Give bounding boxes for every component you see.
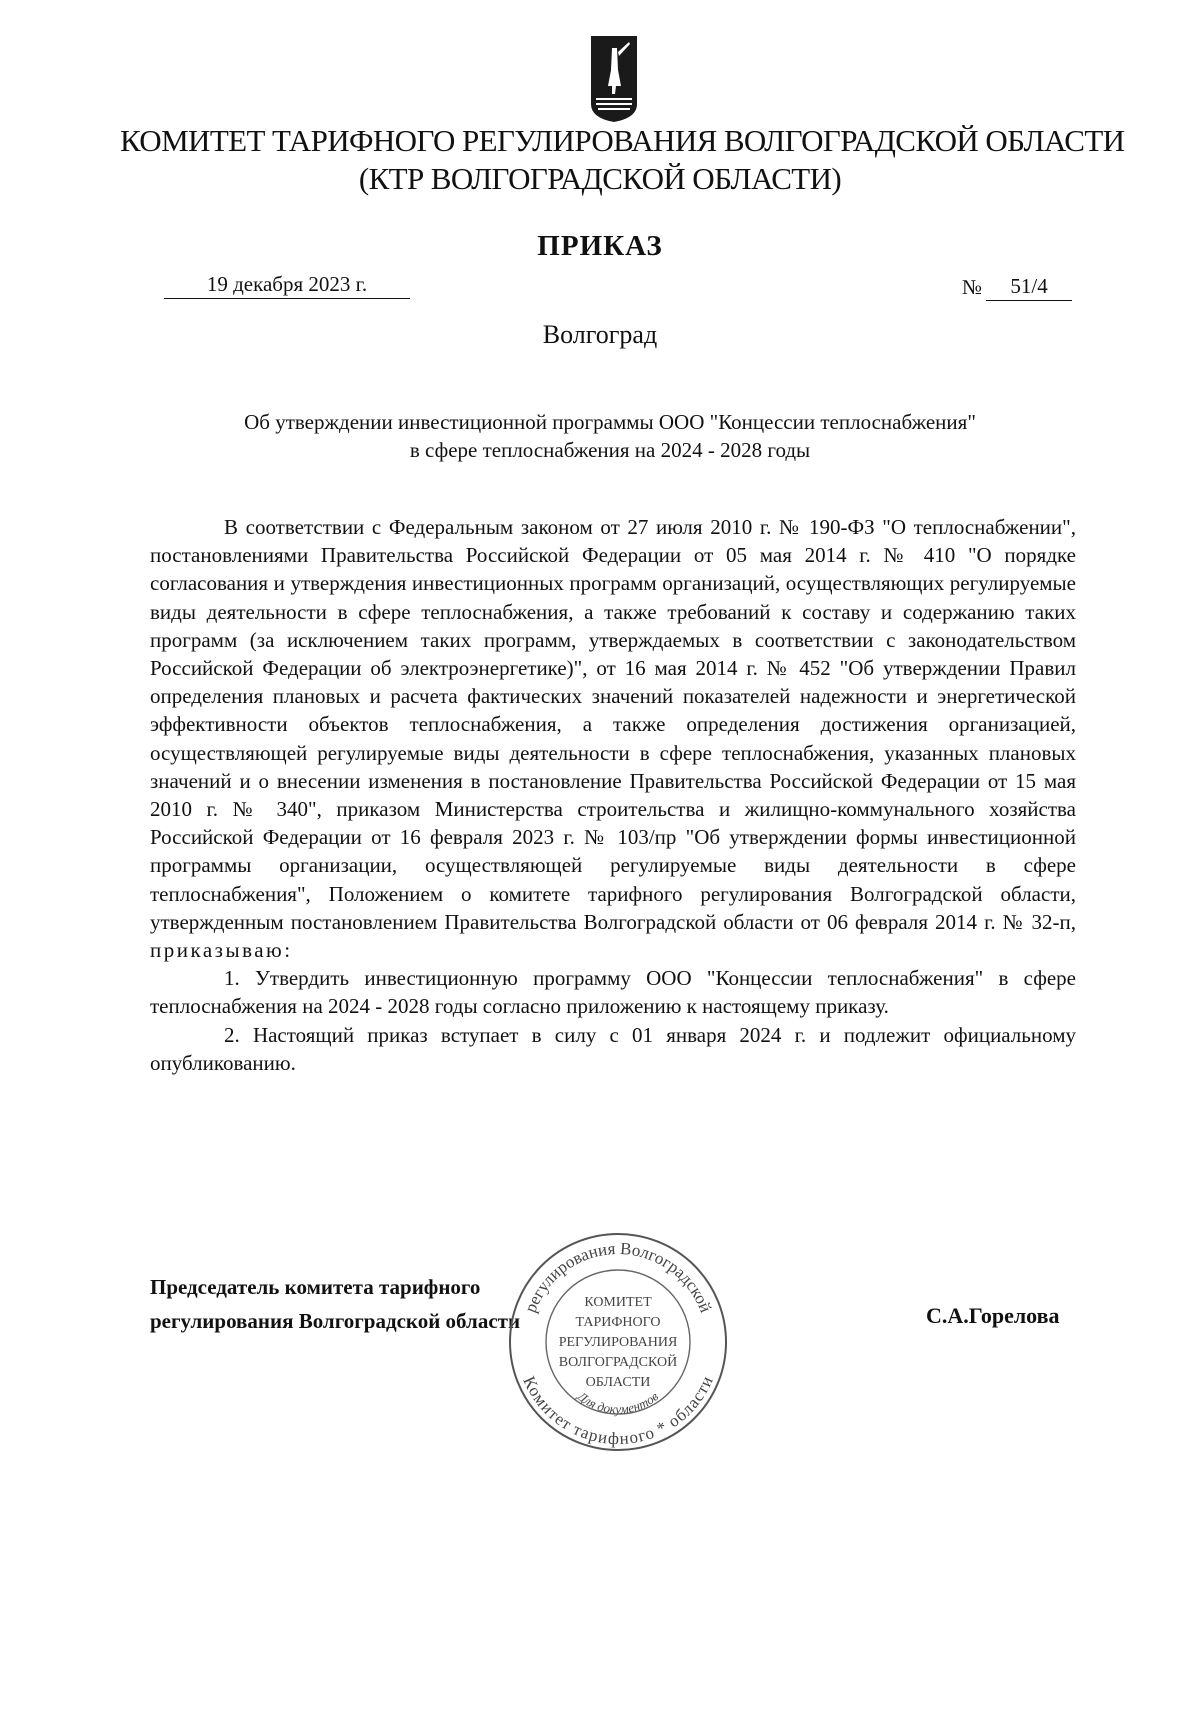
seal-ring-bottom-text: Комитет тарифного * области — [519, 1373, 717, 1449]
seal-ring-top-text: регулирования Волгоградской — [520, 1238, 716, 1316]
official-seal — [506, 1230, 730, 1454]
document-subject — [150, 408, 1070, 464]
preamble-text: В соответствии с Федеральным законом от 27 июля 2010 г. № 190-ФЗ "О теплоснабжении", постановлениями Правительства Российской Федерации от 05 мая 2014 г. № 410 "О порядке согласования и утверждения инвестиционных программ организаций, осуществляющих регулируемые виды деятельности в сфере теплоснабжения, а также требований к составу и содержанию таких программ (за исключением таких программ, утверждаемых в соответствии с законодательством Российской Федерации об электроэнергетике)", от 16 мая 2014 г. № 452 "Об утверждении Правил определения плановых и расчета фактических значений показателей надежности и энергетической эффективности объектов теплоснабжения, а также определения достижения организацией, осуществляющей регулируемые виды деятельности в сфере теплоснабжения, указанных плановых значений и о внесении изменения в постановление Правительства Российской Федерации от 15 мая 2010 г. № 340", приказом Министерства строительства и жилищно-коммунального хозяйства Российской Федерации от 16 февраля 2023 г. № 103/пр "Об утверждении формы инвестиционной программы организации, осуществляющей регулируемые виды деятельности в сфере теплоснабжения", Положением о комитете тарифного регулирования Волгоградской области, утвержденным постановлением Правительства Волгоградской области от 06 февраля 2014 г. № 32-п, — [150, 515, 1076, 934]
document-body — [150, 513, 1076, 1077]
document-date: 19 декабря 2023 г. — [164, 270, 410, 299]
seal-center-line5: ОБЛАСТИ — [585, 1375, 651, 1390]
signatory-position-line1: Председатель комитета тарифного — [150, 1275, 481, 1299]
seal-center-line4: ВОЛГОГРАДСКОЙ — [558, 1355, 678, 1370]
seal-center-line2: ТАРИФНОГО — [575, 1315, 661, 1330]
organization-name-line1: КОМИТЕТ ТАРИФНОГО РЕГУЛИРОВАНИЯ ВОЛГОГРАДСКОЙ ОБЛАСТИ — [120, 123, 1125, 158]
city: Волгоград — [542, 320, 658, 349]
seal-purpose-text: Для документов — [574, 1388, 662, 1417]
number-value: 51/4 — [986, 272, 1072, 301]
preamble-paragraph — [150, 513, 1076, 964]
subject-line2: в сфере теплоснабжения на 2024 - 2028 годы — [409, 438, 811, 462]
signatory-position-line2: регулирования Волгоградской области — [150, 1309, 521, 1333]
organization-name — [120, 122, 1125, 198]
seal-center-line1: КОМИТЕТ — [584, 1295, 652, 1310]
document-type-title: ПРИКАЗ — [537, 230, 663, 262]
order-word: приказываю: — [150, 938, 293, 963]
subject-line1: Об утверждении инвестиционной программы ООО "Концессии теплоснабжения" — [244, 410, 976, 434]
document-number — [962, 272, 1072, 301]
number-label: № — [962, 275, 983, 299]
signatory-name: С.А.Горелова — [926, 1303, 1060, 1328]
order-item-1: 1. Утвердить инвестиционную программу ООО "Концессии теплоснабжения" в сфере теплоснабжения на 2024 - 2028 годы согласно приложению к настоящему приказу. — [150, 966, 1076, 1019]
signatory-position — [150, 1270, 520, 1338]
order-item-2: 2. Настоящий приказ вступает в силу с 01 января 2024 г. и подлежит официальному опубликованию. — [150, 1022, 1076, 1075]
organization-name-line2: (КТР ВОЛГОГРАДСКОЙ ОБЛАСТИ) — [358, 161, 842, 196]
seal-center-line3: РЕГУЛИРОВАНИЯ — [558, 1335, 678, 1350]
svg-text:Для документов — [573, 1387, 661, 1416]
emblem-icon — [588, 34, 640, 124]
